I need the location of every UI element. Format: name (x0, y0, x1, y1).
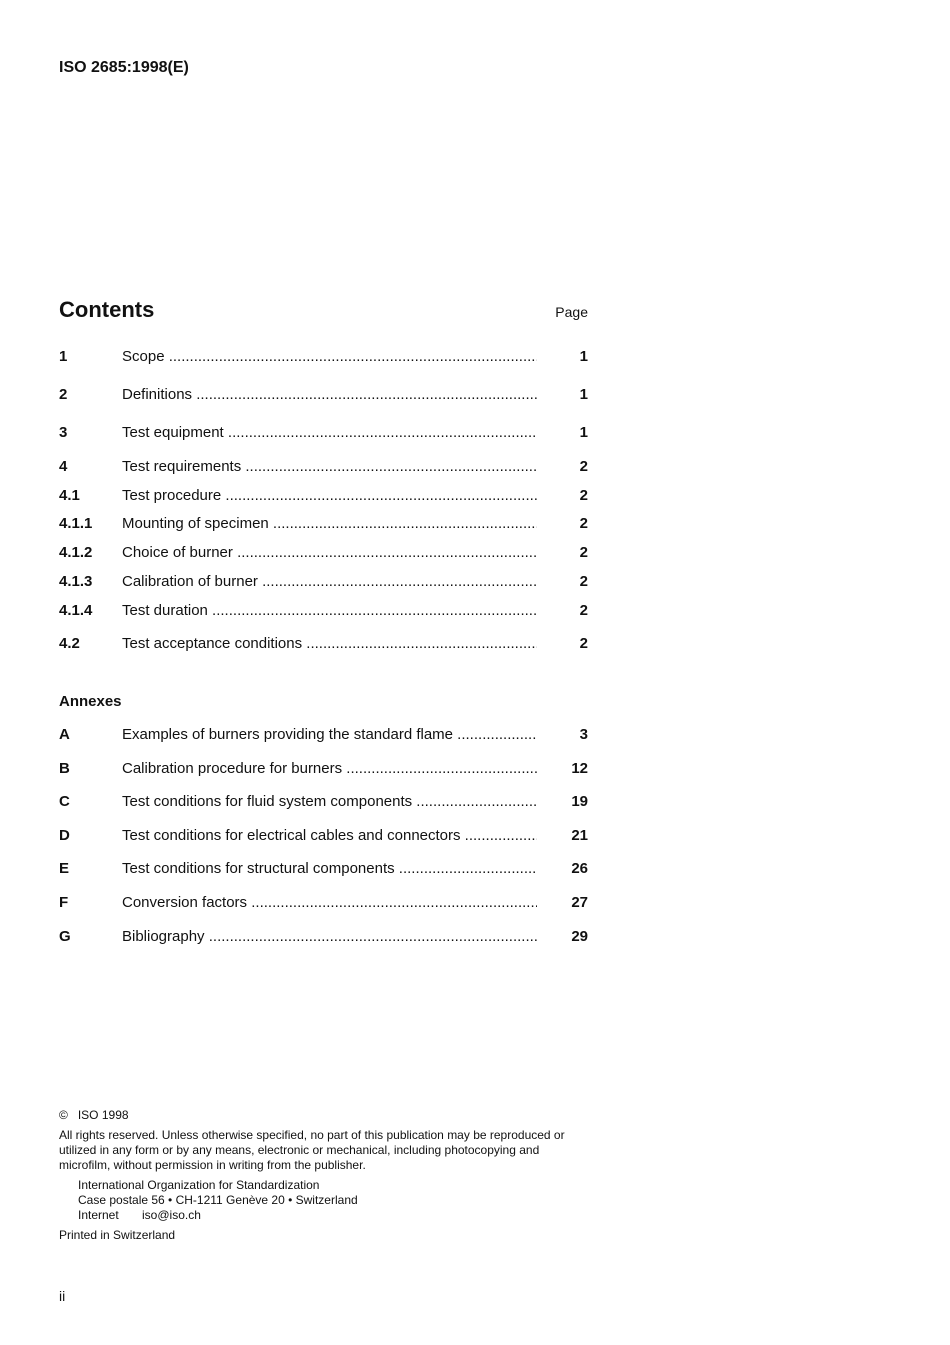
toc-entry-title: Choice of burner ..... (122, 542, 537, 564)
toc-entry-1[interactable] (59, 346, 588, 368)
copyright-line: © ISO 1998 (59, 1108, 129, 1122)
toc-entry-title: Definitions ..... (122, 384, 537, 406)
annex-page: 27 (571, 894, 588, 911)
toc-entry-number: 4.1.4 (59, 602, 93, 619)
toc-entry-number: 4 (59, 458, 68, 475)
toc-entry-page: 2 (579, 635, 588, 652)
toc-entry-4-1-4[interactable] (59, 600, 588, 622)
annex-letter: B (59, 760, 70, 777)
printed-in-line: Printed in Switzerland (59, 1228, 176, 1242)
annex-title: Calibration procedure for burners ..... (122, 758, 537, 780)
toc-entry-title: Calibration of burner ..... (122, 571, 537, 593)
toc-entry-number: 3 (59, 424, 68, 441)
publisher-address (78, 1178, 358, 1223)
annex-entry-e[interactable] (59, 858, 588, 880)
annex-letter: E (59, 860, 70, 877)
toc-entry-number: 4.1.1 (59, 515, 93, 532)
annex-entry-a[interactable] (59, 724, 588, 746)
toc-entry-number: 1 (59, 348, 68, 365)
annex-page: 29 (571, 928, 588, 945)
annex-page: 26 (571, 860, 588, 877)
organization-name: International Organization for Standardization (78, 1178, 320, 1192)
contents-title: Contents (59, 297, 155, 322)
annex-title: Test conditions for electrical cables and connectors ..... (122, 825, 537, 847)
toc-entry-title: Mounting of specimen ..... (122, 513, 537, 535)
annex-title: Test conditions for fluid system components ..... (122, 791, 537, 813)
toc-entry-4-1-1[interactable] (59, 513, 588, 535)
toc-entry-4-1-2[interactable] (59, 542, 588, 564)
toc-entry-page: 2 (579, 458, 588, 475)
annex-title: Bibliography ..... (122, 926, 537, 948)
annex-letter: C (59, 793, 70, 810)
annex-page: 3 (579, 726, 588, 743)
toc-entry-2[interactable] (59, 384, 588, 406)
toc-entry-number: 2 (59, 386, 68, 403)
annex-entry-c[interactable] (59, 791, 588, 813)
toc-entry-4-1-3[interactable] (59, 571, 588, 593)
toc-entry-3[interactable] (59, 422, 588, 444)
annex-letter: F (59, 894, 69, 911)
annex-page: 21 (571, 827, 588, 844)
toc-entry-number: 4.1.2 (59, 544, 93, 561)
document-id: ISO 2685:1998(E) (59, 59, 189, 76)
toc-entry-4-1[interactable] (59, 485, 588, 507)
annex-title: Examples of burners providing the standard flame ..... (122, 724, 537, 746)
toc-entry-page: 2 (579, 515, 588, 532)
annex-letter: G (59, 928, 71, 945)
annex-title: Test conditions for structural components ..... (122, 858, 537, 880)
toc-entry-4-2[interactable] (59, 633, 588, 655)
annex-entry-g[interactable] (59, 926, 588, 948)
annex-letter: A (59, 726, 70, 743)
annex-entry-f[interactable] (59, 892, 588, 914)
toc-entry-4[interactable] (59, 456, 588, 478)
toc-entry-page: 2 (579, 544, 588, 561)
rights-statement: All rights reserved. Unless otherwise specified, no part of this publication may be reproduced or utilized in any form or by any means, electronic or mechanical, including photocopying and microfilm, without permission in writing from the publisher. (59, 1128, 565, 1172)
annexes-heading: Annexes (59, 693, 122, 710)
internet-address: iso@iso.ch (142, 1208, 201, 1222)
toc-entry-page: 1 (579, 424, 588, 441)
toc-entry-title: Test procedure ..... (122, 485, 537, 507)
annex-page: 12 (571, 760, 588, 777)
toc-entry-page: 2 (579, 573, 588, 590)
toc-entry-number: 4.1.3 (59, 573, 93, 590)
page-number: ii (59, 1288, 66, 1304)
internet-label: Internet (78, 1208, 119, 1222)
postal-address: Case postale 56 • CH-1211 Genève 20 • Switzerland (78, 1193, 358, 1207)
toc-entry-title: Scope ..... (122, 346, 537, 368)
annex-page: 19 (571, 793, 588, 810)
toc-entry-number: 4.2 (59, 635, 80, 652)
annex-title: Conversion factors ..... (122, 892, 537, 914)
toc-entry-page: 2 (579, 602, 588, 619)
toc-entry-title: Test acceptance conditions ..... (122, 633, 537, 655)
toc-entry-number: 4.1 (59, 487, 80, 504)
page-column-label: Page (555, 304, 588, 320)
annex-entry-b[interactable] (59, 758, 588, 780)
toc-entry-page: 1 (579, 386, 588, 403)
internet-line (78, 1208, 358, 1223)
annex-letter: D (59, 827, 70, 844)
toc-entry-title: Test equipment ..... (122, 422, 537, 444)
toc-entry-title: Test duration ..... (122, 600, 537, 622)
toc-entry-page: 2 (579, 487, 588, 504)
toc-entry-page: 1 (579, 348, 588, 365)
toc-entry-title: Test requirements ..... (122, 456, 537, 478)
annex-entry-d[interactable] (59, 825, 588, 847)
